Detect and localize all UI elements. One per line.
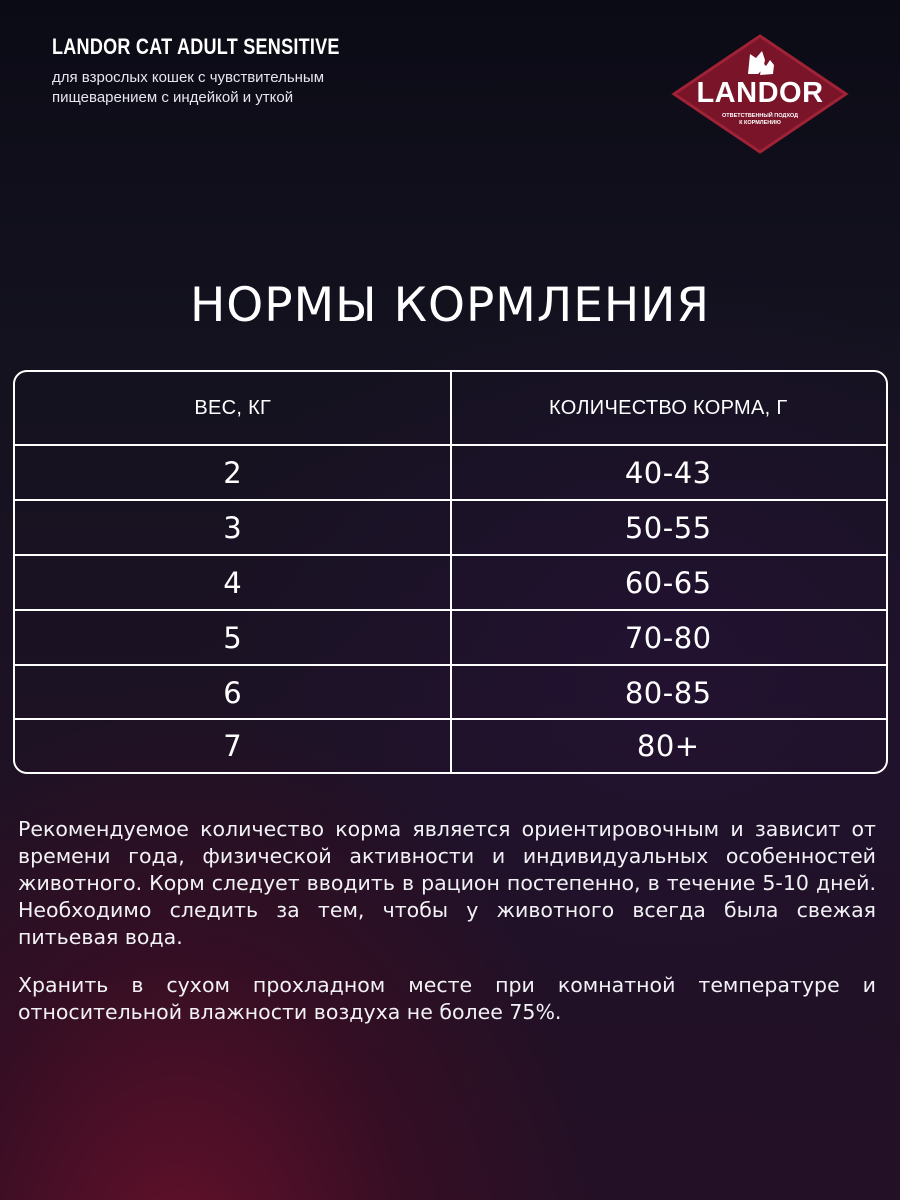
amount-cell: 70-80: [624, 621, 712, 655]
table-row: [15, 499, 886, 555]
logo-tagline-line-2: К КОРМЛЕНИЮ: [739, 119, 781, 126]
table-header-row: [15, 372, 886, 444]
amount-cell: 50-55: [624, 511, 712, 545]
page-heading: НОРМЫ КОРМЛЕНИЯ: [189, 278, 711, 333]
table-row: [15, 609, 886, 665]
logo-tagline: [670, 113, 850, 126]
weight-cell: 4: [223, 566, 243, 600]
table-row: [15, 718, 886, 772]
amount-cell: 80-85: [624, 676, 712, 710]
weight-cell: 7: [223, 729, 243, 763]
weight-cell: 3: [223, 511, 243, 545]
logo-wordmark: LANDOR: [696, 77, 824, 109]
brand-logo: [670, 34, 850, 154]
product-title: LANDOR CAT ADULT SENSITIVE: [52, 34, 340, 59]
storage-instructions-text: Хранить в сухом прохладном месте при комнатной температуре и относительной влажности воздуха не более 75%.: [18, 973, 876, 1024]
amount-cell: 80+: [636, 729, 700, 763]
feeding-table: [13, 370, 888, 774]
feeding-recommendation-text: Рекомендуемое количество корма является ориентировочным и зависит от времени года, физической активности и индивидуальных особенностей животного. Корм следует вводить в рацион постепенно, в течение 5-10 дней. Необходимо следить за тем, чтобы у животного всегда была свежая питьевая вода.: [18, 817, 876, 949]
column-header-amount: КОЛИЧЕСТВО КОРМА, Г: [549, 396, 788, 419]
table-row: [15, 444, 886, 500]
logo-tagline-line-1: ОТВЕТСТВЕННЫЙ ПОДХОД: [721, 113, 798, 119]
table-row: [15, 664, 886, 720]
column-header-weight: ВЕС, КГ: [194, 396, 272, 419]
amount-cell: 40-43: [624, 456, 712, 490]
product-subtitle: для взрослых кошек с чувствительным пищеварением с индейкой и уткой: [52, 69, 325, 106]
weight-cell: 2: [223, 456, 243, 490]
table-row: [15, 554, 886, 610]
weight-cell: 6: [223, 676, 243, 710]
amount-cell: 60-65: [624, 566, 712, 600]
weight-cell: 5: [223, 621, 243, 655]
